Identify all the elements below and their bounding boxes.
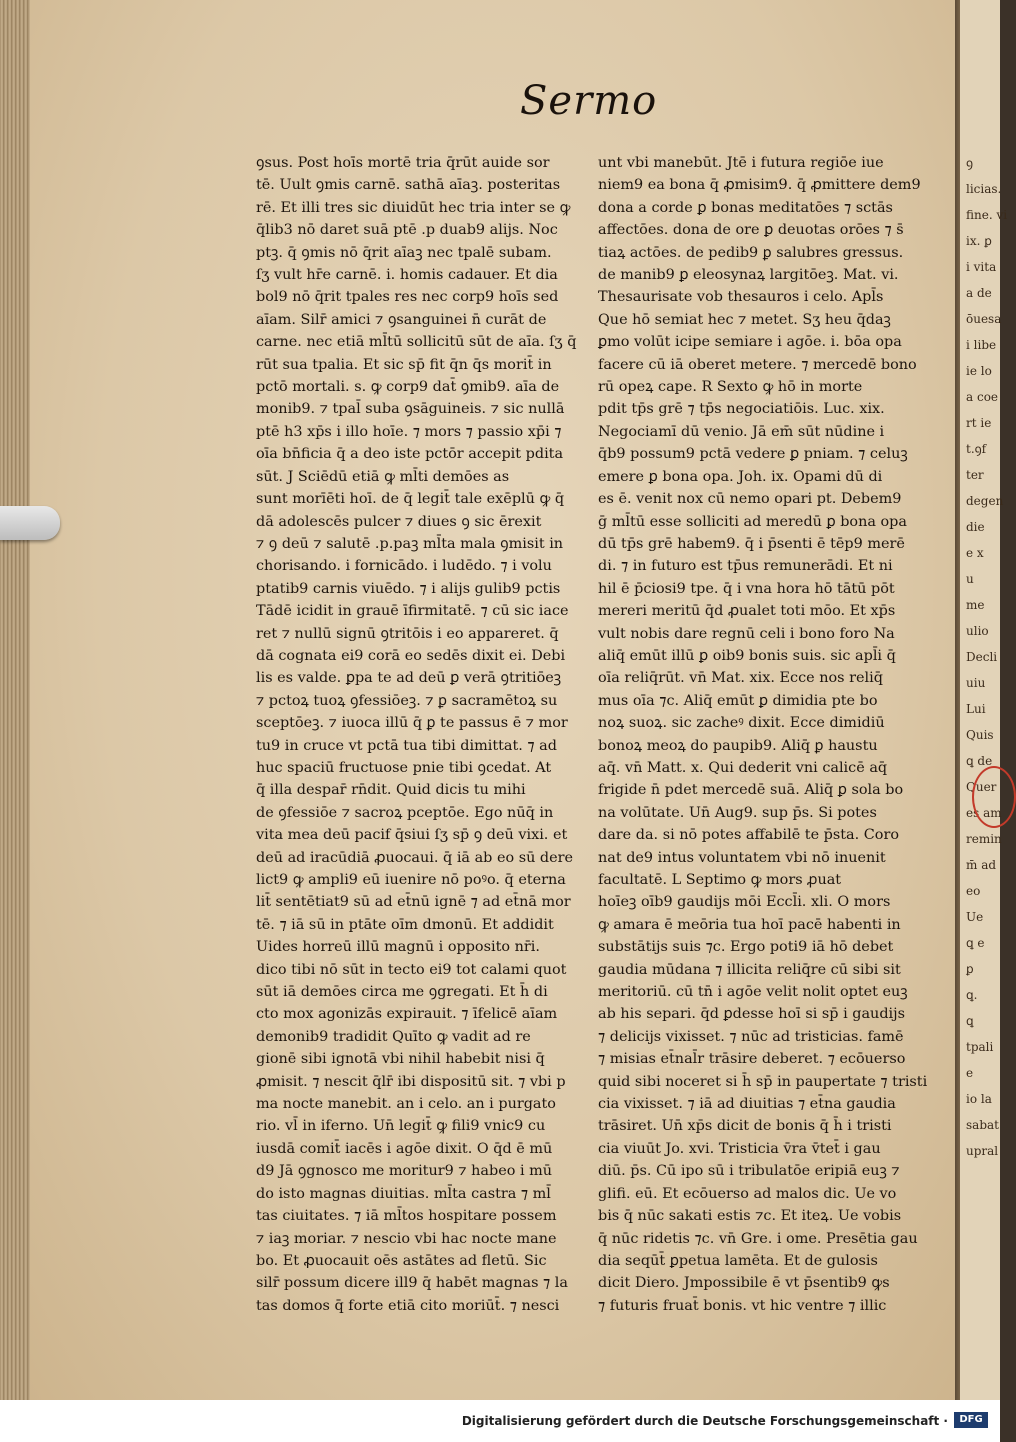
text-line: cia viuūt Jo. xvi. Tristicia v̄ra v̄tet̄ i gau xyxy=(598,1140,881,1157)
sliver-line: e x xyxy=(966,546,984,560)
text-line: diū. p̄s. Cū ipo sū i tribulatōe eripiā euꝫ ⁊ xyxy=(598,1163,900,1180)
sliver-line: a coe xyxy=(966,390,999,404)
text-line: de manib9 ꝑ eleosynaꝝ largitōeꝫ. Mat. vi. xyxy=(598,267,899,284)
sliver-line: eo xyxy=(966,884,981,898)
text-line: gionē sibi ignotā vbi nihil habebit nisi q̄ xyxy=(256,1051,545,1068)
text-line: facere cū iā oberet metere. ⁊ mercedē bono xyxy=(598,356,917,373)
text-line: Uides horreū illū magnū i opposito nr̄i. xyxy=(256,939,540,956)
text-line: ⁊ misias et̄nal̄r trāsire deberet. ⁊ ecōuerso xyxy=(598,1051,906,1068)
text-line: ꝙ amara ē meōria tua hoī pacē habenti in xyxy=(598,916,901,933)
text-line: ⁊ futuris fruat̄ bonis. vt hic ventre ⁊ illic xyxy=(598,1297,887,1314)
text-line: oīa bn̄ficia q̄ a deo iste pctōr accepit pdita xyxy=(256,446,564,463)
text-line: chorisando. i fornicādo. i ludēdo. ⁊ i volu xyxy=(256,558,552,575)
text-line: sceptōeꝫ. ⁊ iuoca illū q̄ ꝑ te passus ē ⁊ mor xyxy=(256,715,568,732)
text-line: facultatē. L Septimo ꝙ mors ꝓuat xyxy=(598,872,842,888)
text-line: q̄b9 possum9 pctā vedere ꝑ pniam. ⁊ celuꝫ xyxy=(598,446,908,463)
text-line: lis es valde. ꝑpa te ad deū ꝑ verā ꝯtritiōeꝫ xyxy=(256,670,562,687)
text-line: ptē h3 xp̄s i illo hoīe. ⁊ mors ⁊ passio xp̄i ⁊ xyxy=(256,423,562,440)
text-line: deū ad iracūdiā ꝓuocaui. q̄ iā ab eo sū dere xyxy=(256,849,574,866)
page-stack-edge xyxy=(0,0,30,1400)
text-line: ptatib9 carnis viuēdo. ⁊ i alijs gulib9 pctis xyxy=(256,580,561,597)
text-line: na volūtate. Un̄ Aug9. sup p̄s. Si potes xyxy=(598,804,877,821)
sliver-line: fine. vi xyxy=(966,208,1008,222)
sliver-line: Quis xyxy=(966,728,994,742)
text-line: d9 Jā ꝯgnosco me moritur9 ⁊ habeo i mū xyxy=(256,1163,553,1180)
text-line: mus oīa ⁊c. Aliq̄ emūt ꝑ dimidia pte bo xyxy=(598,692,878,709)
sliver-line: licias. xyxy=(966,182,1002,196)
text-line: cto mox agonizās expirauit. ⁊ īfelicē aīam xyxy=(256,1006,558,1023)
text-line: vult nobis dare regnū celi i bono foro Na xyxy=(598,625,895,642)
text-line: oīa reliq̄rūt. vn̄ Mat. xix. Ecce nos reliq̄ xyxy=(598,670,883,687)
sliver-line: me xyxy=(966,598,985,612)
sliver-line: m̄ ad xyxy=(966,858,997,872)
text-line: frigide n̄ pdet mercedē suā. Aliq̄ ꝑ sola bo xyxy=(598,782,904,799)
dfg-logo: DFG xyxy=(954,1412,988,1428)
text-line: rūt sua tpalia. Et sic sp̄ fit q̄n q̄s morit̄ in xyxy=(256,356,552,373)
text-line: tas domos q̄ forte etiā cito moriūt̄. ⁊ nesci xyxy=(256,1297,560,1314)
text-line: rū opeꝝ cape. R Sexto ꝙ hō in morte xyxy=(598,379,863,396)
text-line: emere ꝑ bona opa. Joh. ix. Opami dū di xyxy=(598,468,883,485)
text-line: Que hō semiat hec ⁊ metet. Sʒ heu q̄daꝫ xyxy=(598,311,891,328)
right-text-column xyxy=(598,152,928,1317)
sliver-line: ꝑ xyxy=(966,962,974,976)
text-line: pdit tp̄s grē ⁊ tp̄s negociatiōis. Luc. xix. xyxy=(598,401,885,418)
text-line: dā adolescēs pulcer ⁊ diues ꝯ sic ērexit xyxy=(256,513,542,530)
sliver-line: tpali xyxy=(966,1040,994,1054)
sliver-line: rt ie xyxy=(966,416,992,430)
text-line: bo. Et ꝓuocauit oēs astātes ad fletū. Sic xyxy=(256,1252,547,1269)
sliver-line: Ue xyxy=(966,910,984,924)
facing-page-text xyxy=(966,150,1008,1164)
text-line: trāsiret. Un̄ xp̄s dicit de bonis q̄ h̄ i tristi xyxy=(598,1118,892,1135)
text-line: monib9. ⁊ tpal̄ suba ꝯsāguineis. ⁊ sic nullā xyxy=(256,401,565,418)
text-line: dare da. si nō potes affabilē te p̄sta. Coro xyxy=(598,827,899,844)
bookmark-clip xyxy=(0,506,60,540)
text-line: bis q̄ nūc sakati estis ⁊c. Et iteꝝ. Ue vobis xyxy=(598,1208,902,1225)
text-line: hoīeꝫ oīb9 gaudijs mōi Eccl̄i. xli. O mors xyxy=(598,894,891,911)
text-line: es ē. venit nox cū nemo opari pt. Debem9 xyxy=(598,491,902,508)
text-line: do isto magnas diuitias. ml̄ta castra ⁊ ml̄ xyxy=(256,1185,551,1202)
sliver-line: ulio xyxy=(966,624,989,638)
page-heading: Sermo xyxy=(520,78,658,124)
sliver-line: io la xyxy=(966,1092,992,1106)
sliver-line: ꝗ xyxy=(966,1014,974,1028)
sliver-line: uiu xyxy=(966,676,986,690)
text-line: ꝑmo volūt icipe semiare i agōe. i. bōa opa xyxy=(598,334,902,351)
text-line: ꝓmisit. ⁊ nescit q̄lr̄ ibi dispositū sit. ⁊ vbi p xyxy=(256,1073,566,1090)
sliver-line: ie lo xyxy=(966,364,992,378)
sliver-line: ter xyxy=(966,468,984,482)
sliver-line: t.ꝯf xyxy=(966,442,987,456)
sliver-line: i libe xyxy=(966,338,997,352)
sliver-line: Quer xyxy=(966,780,997,794)
sliver-line: degen xyxy=(966,494,1004,508)
sliver-line: es am xyxy=(966,806,1002,820)
text-line: ret ⁊ nullū signū ꝯtritōis i eo appareret. q̄ xyxy=(256,625,559,642)
text-line: ⁊ pctoꝝ tuoꝝ ꝯfessiōeꝫ. ⁊ ꝑ sacramētoꝝ su xyxy=(256,692,558,709)
text-line: gaudia mūdana ⁊ illicita reliq̄re cū sibi sit xyxy=(598,961,901,978)
text-line: ꝯsus. Post hoīs mortē tria q̄rūt auide sor xyxy=(256,155,550,171)
text-line: ab his separi. q̄d ꝑdesse hoī si sp̄ i gaudijs xyxy=(598,1006,905,1023)
text-line: q̄lib3 nō daret suā ptē .p duab9 alijs. Noc xyxy=(256,222,558,239)
sliver-line: Lui xyxy=(966,702,986,716)
text-line: tē. Uult ꝯmis carnē. sathā aīaꝫ. posteritas xyxy=(256,177,561,194)
text-line: demonib9 tradidit Quīto ꝙ vadit ad re xyxy=(256,1028,531,1045)
sliver-line: ix. ꝑ xyxy=(966,234,992,248)
text-line: Negociamī dū venio. Jā em̄ sūt nūdine i xyxy=(598,423,885,440)
sliver-line: sabat xyxy=(966,1118,999,1132)
text-line: tiaꝝ actōes. de pedib9 ꝑ salubres gressus. xyxy=(598,244,904,261)
sliver-line: i vita xyxy=(966,260,997,274)
text-line: ⁊ delicijs vixisset. ⁊ nūc ad tristicias. famē xyxy=(598,1028,904,1045)
text-line: tu9 in cruce vt pctā tua tibi dimittat. ⁊ ad xyxy=(256,737,557,754)
text-line: ma nocte manebit. an i celo. an i purgato xyxy=(256,1096,556,1113)
text-line: q̄ nūc ridetis ⁊c. vn̄ Gre. i ome. Presētia gau xyxy=(598,1230,918,1247)
sliver-line: a de xyxy=(966,286,992,300)
red-initial-mark xyxy=(972,766,1016,828)
text-line: vita mea deū pacif q̄siui ſʒ sp̄ ꝯ deū vixi. et xyxy=(256,827,568,844)
text-line: silr̄ possum dicere ill9 q̄ habēt magnas ⁊ la xyxy=(256,1275,568,1292)
text-line: glifi. eū. Et ecōuerso ad malos dic. Ue vo xyxy=(598,1185,897,1202)
sliver-line: ꝗ de xyxy=(966,754,993,768)
text-line: carne. nec etiā ml̄tū sollicitū sūt de aīa. ſʒ q̄ xyxy=(256,334,577,351)
text-line: bol9 nō q̄rit tpales res nec corp9 hoīs sed xyxy=(256,289,559,306)
text-line: sunt morīēti hoī. de q̄ legit̄ tale exēplū ꝙ q̄ xyxy=(256,491,565,508)
text-line: dā cognata ei9 corā eo sedēs dixit ei. Debi xyxy=(256,647,566,664)
sliver-line: u xyxy=(966,572,974,586)
text-line: unt vbi manebūt. Jtē i futura regiōe iue xyxy=(598,155,884,171)
text-line: quid sibi noceret si h̄ sp̄ in paupertate ⁊ tristi xyxy=(598,1073,928,1090)
text-line: sūt. J Sciēdū etiā ꝙ ml̄ti demōes as xyxy=(256,468,510,485)
text-line: dico tibi nō sūt in tecto ei9 tot calami quot xyxy=(256,961,567,978)
sliver-line: remin xyxy=(966,832,1002,846)
text-line: sūt iā demōes circa me ꝯgregati. Et h̄ di xyxy=(256,984,548,1001)
text-line: ḡ ml̄tū esse solliciti ad meredū ꝑ bona opa xyxy=(598,513,907,530)
funding-credit: Digitalisierung gefördert durch die Deutsche Forschungsgemeinschaft · xyxy=(461,1414,948,1428)
text-line: dona a corde ꝑ bonas meditatōes ⁊ sctās xyxy=(598,199,893,216)
text-line: bonoꝝ meoꝝ do paupib9. Aliq̄ ꝑ haustu xyxy=(598,737,878,754)
sliver-line: ꝗ e xyxy=(966,936,985,950)
text-line: de ꝯfessiōe ⁊ sacroꝝ pceptōe. Ego nūq̄ in xyxy=(256,804,554,821)
text-line: aīam. Silr̄ amici ⁊ ꝯsanguinei n̄ curāt de xyxy=(256,311,547,328)
text-line: ptꝫ. q̄ ꝯmis nō q̄rit aīaꝫ nec tpalē subam. xyxy=(256,244,552,261)
text-line: noꝝ suoꝝ. sic zacheꝰ dixit. Ecce dimidiū xyxy=(598,715,885,732)
sliver-line: die xyxy=(966,520,985,534)
text-line: tas ciuitates. ⁊ iā ml̄tos hospitare possem xyxy=(256,1208,557,1225)
text-line: di. ⁊ in futuro est tp̄us remunerādi. Et ni xyxy=(598,558,893,575)
text-line: meritoriū. cū tn̄ i agōe velit nolit optet euꝫ xyxy=(598,984,908,1001)
sliver-line: e xyxy=(966,1066,974,1080)
text-line: rē. Et illi tres sic diuidūt hec tria inter se ꝙ xyxy=(256,199,571,216)
text-line: ⁊ ꝯ deū ⁊ salutē .p.paꝫ ml̄ta mala ꝯmisit in xyxy=(256,535,564,552)
text-line: tē. ⁊ iā sū in ptāte oīm dmonū. Et addidit xyxy=(256,916,554,933)
text-line: lict9 ꝙ ampli9 eū iuenire nō poꝰo. q̄ eterna xyxy=(256,872,566,888)
text-line: substātijs suis ⁊c. Ergo poti9 iā hō debet xyxy=(598,939,894,956)
sliver-line: upral xyxy=(966,1144,999,1158)
text-line: ſʒ vult hr̄e carnē. i. homis cadauer. Et dia xyxy=(256,267,558,284)
text-line: nat de9 intus voluntatem vbi nō inuenit xyxy=(598,849,886,866)
footer-bar xyxy=(0,1400,1000,1442)
sliver-line: ꝗ. xyxy=(966,988,978,1002)
left-text-column xyxy=(256,152,577,1317)
text-line: cia vixisset. ⁊ iā ad diuitias ⁊ et̄na gaudia xyxy=(598,1096,896,1113)
text-line: q̄ illa despar̄ rn̄dit. Quid dicis tu mihi xyxy=(256,782,526,799)
text-line: affectōes. dona de ore ꝑ deuotas orōes ⁊ s̄ xyxy=(598,222,904,239)
text-line: niem9 ea bona q̄ ꝓmisim9. q̄ ꝓmittere dem9 xyxy=(598,177,921,194)
text-line: dū tp̄s grē habem9. q̄ i p̄senti ē tēp9 merē xyxy=(598,535,905,552)
text-line: rio. vl̄ in iferno. Un̄ legit̄ ꝙ fili9 vnic9 cu xyxy=(256,1118,546,1135)
text-line: hil ē p̄ciosi9 tpe. q̄ i vna hora hō tātū pōt xyxy=(598,580,895,597)
text-line: lit̄ sentētiat9 sū ad et̄nū ignē ⁊ ad et̄nā mor xyxy=(256,894,571,911)
text-line: Tādē icidit in grauē īfirmitatē. ⁊ cū sic iace xyxy=(256,603,569,620)
text-line: huc spaciū fructuose pnie tibi ꝯcedat. At xyxy=(256,759,552,776)
text-line: mereri meritū q̄d ꝓualet toti mōo. Et xp̄s xyxy=(598,603,896,620)
sliver-line: ꝯ xyxy=(966,156,974,170)
text-line: pctō mortali. s. ꝙ corp9 dat̄ ꝯmib9. aīa de xyxy=(256,379,560,396)
text-line: dicit Diero. Jmpossibile ē vt p̄sentib9 ꝙs xyxy=(598,1275,890,1292)
text-line: Thesaurisate vob thesauros i celo. Apl̄s xyxy=(598,289,884,306)
text-line: dia seqūt̄ ꝑpetua lamēta. Et de gulosis xyxy=(598,1252,878,1269)
text-line: aliq̄ emūt illū ꝑ oib9 bonis suis. sic apl̄i q̄ xyxy=(598,647,896,664)
sliver-line: ōuesa xyxy=(966,312,1002,326)
text-line: ⁊ iaꝫ moriar. ⁊ nescio vbi hac nocte mane xyxy=(256,1230,557,1247)
text-line: aq̄. vn̄ Matt. x. Qui dederit vni calicē aq̄ xyxy=(598,759,888,776)
text-line: iusdā comit̄ iacēs i agōe dixit. O q̄d ē mū xyxy=(256,1140,553,1157)
sliver-line: Decli xyxy=(966,650,998,664)
